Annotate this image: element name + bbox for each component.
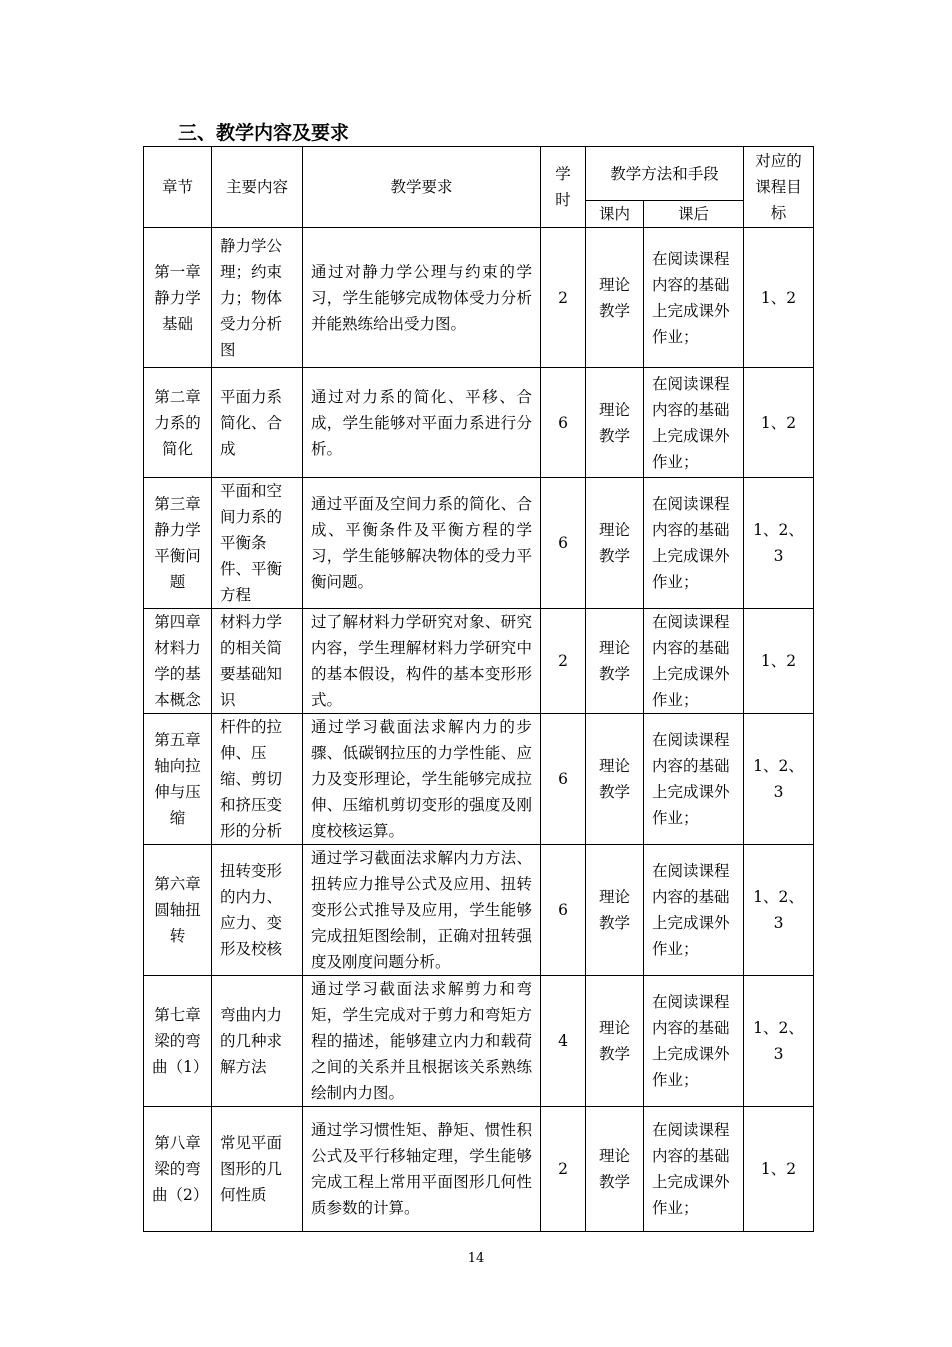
cell-objectives: 1、2 <box>744 609 814 714</box>
cell-in-class: 理论教学 <box>586 478 644 609</box>
cell-requirement: 通过学习截面法求解剪力和弯矩，学生完成对于剪力和弯矩方程的描述，能够建立内力和载荷之间的关系并且根据该关系熟练绘制内力图。 <box>303 976 541 1107</box>
header-chapter: 章节 <box>144 147 212 228</box>
cell-in-class: 理论教学 <box>586 368 644 478</box>
cell-objectives: 1、2、3 <box>744 714 814 845</box>
cell-after-class: 在阅读课程内容的基础上完成课外作业； <box>644 609 744 714</box>
cell-chapter: 第五章轴向拉伸与压缩 <box>144 714 212 845</box>
cell-main-content: 静力学公理；约束力；物体受力分析图 <box>212 228 303 368</box>
cell-after-class: 在阅读课程内容的基础上完成课外作业； <box>644 714 744 845</box>
table-row <box>144 714 814 845</box>
header-after-class: 课后 <box>644 201 744 228</box>
cell-requirement: 通过对静力学公理与约束的学习，学生能够完成物体受力分析并能熟练给出受力图。 <box>303 228 541 368</box>
cell-hours: 6 <box>541 478 586 609</box>
table-row <box>144 1107 814 1232</box>
cell-main-content: 材料力学的相关简要基础知识 <box>212 609 303 714</box>
cell-in-class: 理论教学 <box>586 976 644 1107</box>
header-hours: 学时 <box>541 147 586 228</box>
syllabus-table <box>143 146 814 1232</box>
cell-chapter: 第二章力系的简化 <box>144 368 212 478</box>
table-row <box>144 976 814 1107</box>
table-row <box>144 228 814 368</box>
cell-requirement: 通过学习截面法求解内力方法、扭转应力推导公式及应用、扭转变形公式推导及应用，学生能够完成扭矩图绘制，正确对扭转强度及刚度问题分析。 <box>303 845 541 976</box>
cell-hours: 2 <box>541 1107 586 1232</box>
cell-hours: 6 <box>541 714 586 845</box>
cell-after-class: 在阅读课程内容的基础上完成课外作业； <box>644 368 744 478</box>
cell-after-class: 在阅读课程内容的基础上完成课外作业； <box>644 228 744 368</box>
cell-objectives: 1、2 <box>744 368 814 478</box>
header-main-content: 主要内容 <box>212 147 303 228</box>
cell-requirement: 通过学习截面法求解内力的步骤、低碳钢拉压的力学性能、应力及变形理论，学生能够完成拉伸、压缩机剪切变形的强度及刚度校核运算。 <box>303 714 541 845</box>
cell-chapter: 第四章材料力学的基本概念 <box>144 609 212 714</box>
cell-after-class: 在阅读课程内容的基础上完成课外作业； <box>644 976 744 1107</box>
page-number: 14 <box>467 1251 485 1266</box>
cell-after-class: 在阅读课程内容的基础上完成课外作业； <box>644 478 744 609</box>
cell-main-content: 弯曲内力的几种求解方法 <box>212 976 303 1107</box>
section-title: 三、教学内容及要求 <box>178 122 350 144</box>
header-in-class: 课内 <box>586 201 644 228</box>
table-row <box>144 478 814 609</box>
cell-hours: 6 <box>541 845 586 976</box>
cell-requirement: 通过对力系的简化、平移、合成，学生能够对平面力系进行分析。 <box>303 368 541 478</box>
cell-chapter: 第一章静力学基础 <box>144 228 212 368</box>
cell-objectives: 1、2 <box>744 1107 814 1232</box>
cell-hours: 2 <box>541 228 586 368</box>
cell-requirement: 通过平面及空间力系的简化、合成、平衡条件及平衡方程的学习，学生能够解决物体的受力平衡问题。 <box>303 478 541 609</box>
header-teaching-method: 教学方法和手段 <box>586 147 744 201</box>
header-objectives: 对应的课程目标 <box>744 147 814 228</box>
cell-in-class: 理论教学 <box>586 228 644 368</box>
cell-objectives: 1、2、3 <box>744 976 814 1107</box>
cell-hours: 2 <box>541 609 586 714</box>
cell-main-content: 平面力系简化、合成 <box>212 368 303 478</box>
cell-objectives: 1、2、3 <box>744 845 814 976</box>
cell-main-content: 扭转变形的内力、应力、变形及校核 <box>212 845 303 976</box>
cell-main-content: 平面和空间力系的平衡条件、平衡方程 <box>212 478 303 609</box>
table-row <box>144 609 814 714</box>
table-row <box>144 845 814 976</box>
cell-in-class: 理论教学 <box>586 609 644 714</box>
cell-chapter: 第八章梁的弯曲（2） <box>144 1107 212 1232</box>
cell-requirement: 过了解材料力学研究对象、研究内容，学生理解材料力学研究中的基本假设，构件的基本变形形式。 <box>303 609 541 714</box>
cell-main-content: 杆件的拉伸、压缩、剪切和挤压变形的分析 <box>212 714 303 845</box>
cell-hours: 4 <box>541 976 586 1107</box>
cell-in-class: 理论教学 <box>586 1107 644 1232</box>
table-row <box>144 368 814 478</box>
cell-after-class: 在阅读课程内容的基础上完成课外作业； <box>644 845 744 976</box>
header-requirements: 教学要求 <box>303 147 541 228</box>
cell-chapter: 第三章静力学平衡问题 <box>144 478 212 609</box>
cell-in-class: 理论教学 <box>586 845 644 976</box>
cell-chapter: 第七章梁的弯曲（1） <box>144 976 212 1107</box>
cell-in-class: 理论教学 <box>586 714 644 845</box>
cell-main-content: 常见平面图形的几何性质 <box>212 1107 303 1232</box>
cell-after-class: 在阅读课程内容的基础上完成课外作业； <box>644 1107 744 1232</box>
cell-hours: 6 <box>541 368 586 478</box>
cell-objectives: 1、2 <box>744 228 814 368</box>
cell-chapter: 第六章圆轴扭转 <box>144 845 212 976</box>
cell-requirement: 通过学习惯性矩、静矩、惯性积公式及平行移轴定理，学生能够完成工程上常用平面图形几何性质参数的计算。 <box>303 1107 541 1232</box>
cell-objectives: 1、2、3 <box>744 478 814 609</box>
